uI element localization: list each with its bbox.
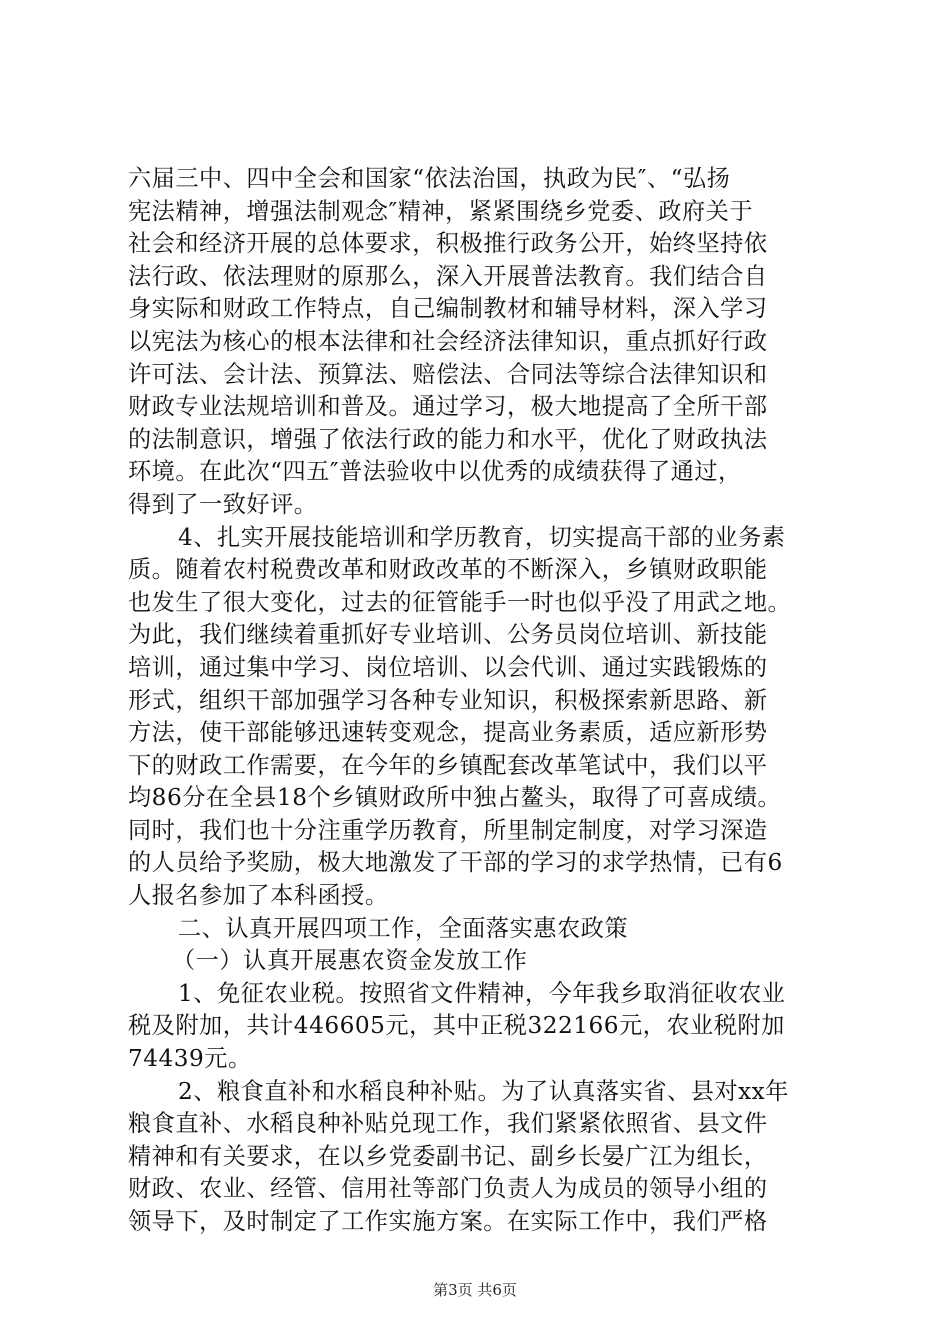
section-heading: 二、认真开展四项工作，全面落实惠农政策 — [178, 914, 629, 942]
paragraph-start: 4、扎实开展技能培训和学历教育，切实提高干部的业务素 — [178, 523, 786, 551]
text-line: 均86分在全县18个乡镇财政所中独占鳌头，取得了可喜成绩。 — [128, 784, 782, 812]
text-line: 精神和有关要求，在以乡党委副书记、副乡长晏广江为组长， — [128, 1142, 768, 1170]
text-line: 也发生了很大变化，过去的征管能手一时也似乎没了用武之地。 — [128, 588, 792, 616]
text-line: 人报名参加了本科函授。 — [128, 882, 389, 910]
text-line: 同时，我们也十分注重学历教育，所里制定制度，对学习深造 — [128, 816, 768, 844]
text-line: 形式，组织干部加强学习各种专业知识，积极探索新思路、新 — [128, 686, 768, 714]
paragraph-start: 2、粮食直补和水稻良种补贴。为了认真落实省、县对xx年 — [178, 1077, 789, 1105]
paragraph-start: 1、免征农业税。按照省文件精神，今年我乡取消征收农业 — [178, 979, 786, 1007]
text-line: 培训，通过集中学习、岗位培训、以会代训、通过实践锻炼的 — [128, 653, 768, 681]
text-line: 宪法精神，增强法制观念″精神，紧紧围绕乡党委、政府关于 — [128, 197, 754, 225]
text-line: 方法，使干部能够迅速转变观念，提高业务素质，适应新形势 — [128, 719, 768, 747]
subsection-heading: （一）认真开展惠农资金发放工作 — [172, 947, 528, 975]
text-line: 环境。在此次“四五″普法验收中以优秀的成绩获得了通过， — [128, 458, 742, 486]
text-line: 社会和经济开展的总体要求，积极推行政务公开，始终坚持依 — [128, 230, 768, 258]
text-line: 74439元。 — [128, 1045, 252, 1073]
text-line: 领导下，及时制定了工作实施方案。在实际工作中，我们严格 — [128, 1208, 768, 1235]
text-line: 为此，我们继续着重抓好专业培训、公务员岗位培训、新技能 — [128, 621, 768, 649]
text-line: 的法制意识，增强了依法行政的能力和水平，优化了财政执法 — [128, 425, 768, 453]
text-line: 法行政、依法理财的原那么，深入开展普法教育。我们结合自 — [128, 262, 768, 290]
text-line: 许可法、会计法、预算法、赔偿法、合同法等综合法律知识和 — [128, 360, 768, 388]
text-line: 质。随着农村税费改革和财政改革的不断深入，乡镇财政职能 — [128, 556, 768, 584]
text-line: 粮食直补、水稻良种补贴兑现工作，我们紧紧依照省、县文件 — [128, 1110, 768, 1138]
text-line: 得到了一致好评。 — [128, 490, 318, 518]
text-line: 身实际和财政工作特点，自己编制教材和辅导材料，深入学习 — [128, 295, 768, 323]
text-line: 税及附加，共计446605元，其中正税322166元，农业税附加 — [128, 1012, 785, 1040]
page-number: 第3页 共6页 — [433, 1281, 517, 1299]
text-line: 财政专业法规培训和普及。通过学习，极大地提高了全所干部 — [128, 393, 768, 421]
text-line: 下的财政工作需要，在今年的乡镇配套改革笔试中，我们以平 — [128, 751, 768, 779]
text-line: 的人员给予奖励，极大地激发了干部的学习的求学热情，已有6 — [128, 849, 783, 877]
body-text — [128, 163, 832, 1239]
text-line: 财政、农业、经管、信用社等部门负责人为成员的领导小组的 — [128, 1175, 768, 1203]
text-line: 以宪法为核心的根本法律和社会经济法律知识，重点抓好行政 — [128, 327, 768, 355]
text-line: 六届三中、四中全会和国家“依法治国，执政为民″、“弘扬 — [128, 165, 731, 192]
